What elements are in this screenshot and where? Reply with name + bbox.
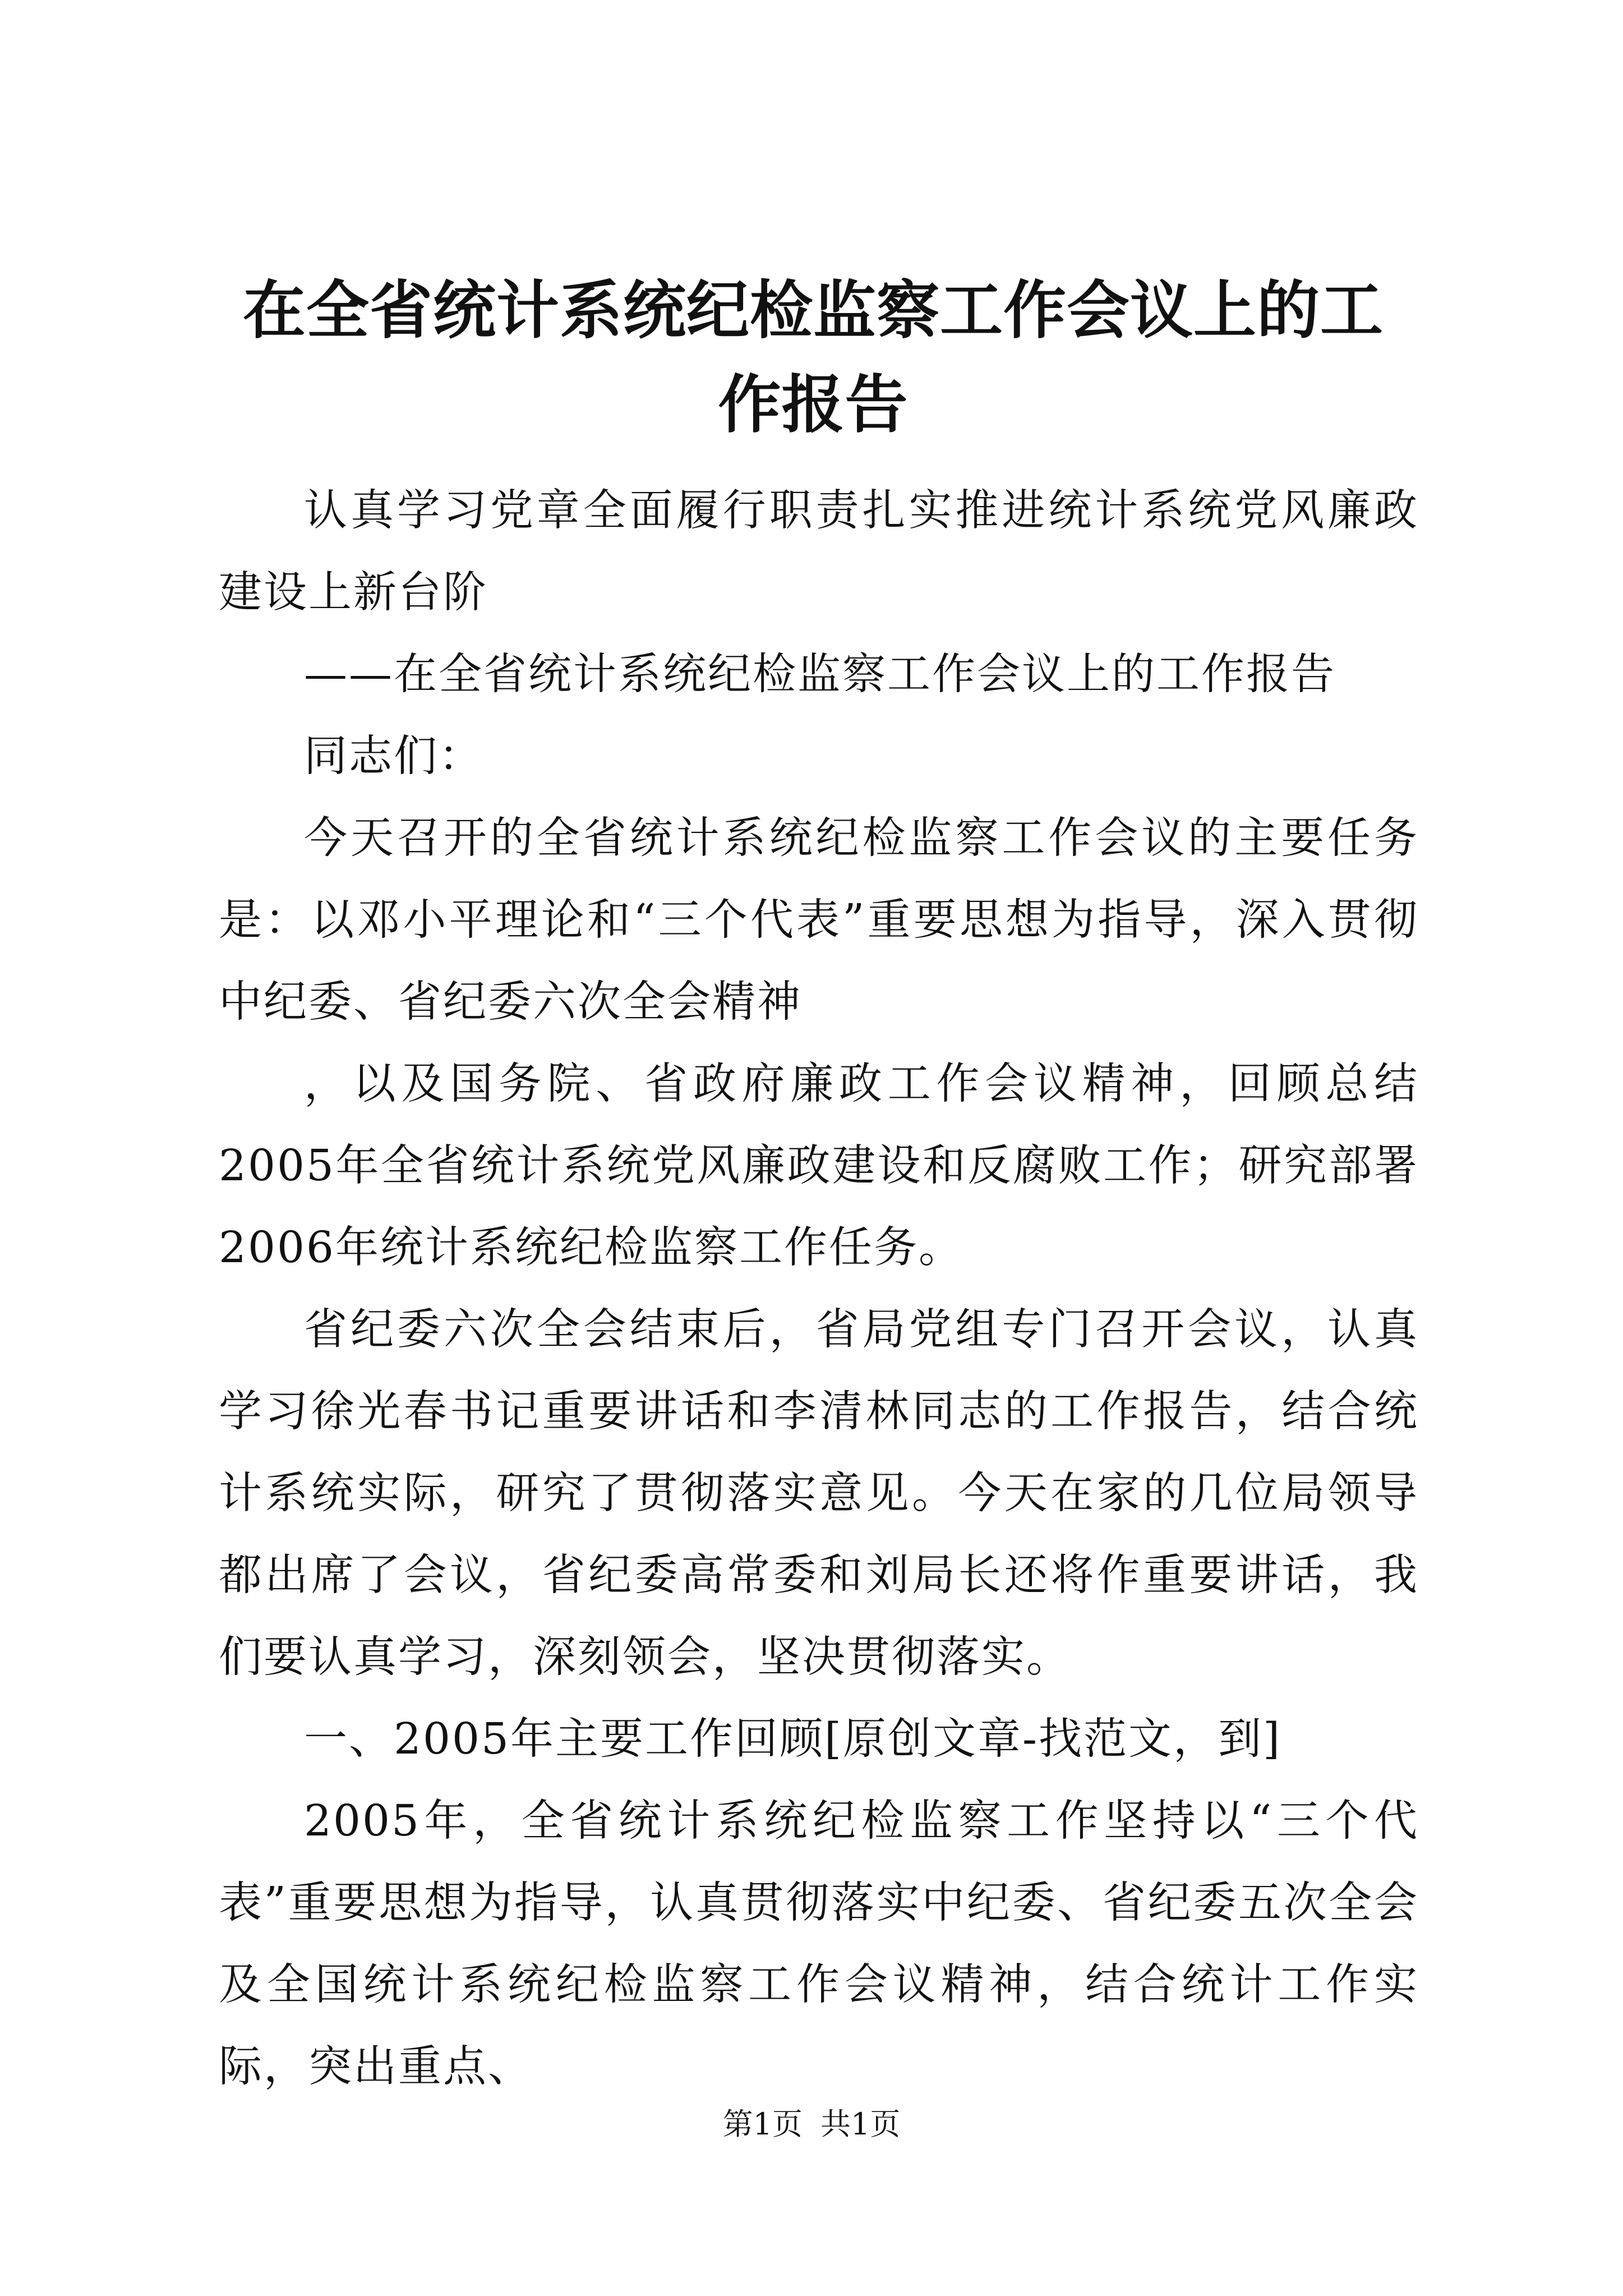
paragraph-meeting: 省纪委六次全会结束后，省局党组专门召开会议，认真学习徐光春书记重要讲话和李清林同志的工作报告，结合统计系统实际，研究了贯彻落实意见。今天在家的几位局领导都出席了会议，省纪委高常委和刘局长还将作重要讲话，我们要认真学习，深刻领会，坚决贯彻落实。	[219, 1305, 1419, 1682]
paragraph-review: 2005年，全省统计系统纪检监察工作坚持以“三个代表”重要思想为指导，认真贯彻落实中纪委、省纪委五次全会及全国统计系统纪检监察工作会议精神，结合统计工作实际，突出重点、	[219, 1796, 1419, 2092]
paragraph-intro-continued: ，以及国务院、省政府廉政工作会议精神，回顾总结2005年全省统计系统党风廉政建设和反腐败工作；研究部署2006年统计系统纪检监察工作任务。	[219, 1059, 1419, 1273]
document-title: 在全省统计系统纪检监察工作会议上的工作报告	[243, 274, 1384, 441]
section-heading: 一、2005年主要工作回顾[原创文章-找范文，到]	[304, 1714, 1282, 1764]
paragraph-subtitle: 认真学习党章全面履行职责扎实推进统计系统党风廉政建设上新台阶	[219, 486, 1419, 618]
document-body	[219, 470, 1419, 2108]
page-footer	[0, 2105, 1623, 2144]
page-total: 共1页	[820, 2106, 901, 2142]
paragraph-subtitle-dash: ——在全省统计系统纪检监察工作会议上的工作报告	[304, 650, 1336, 700]
page-number: 第1页	[722, 2106, 803, 2142]
paragraph-salutation: 同志们：	[304, 731, 483, 781]
paragraph-intro: 今天召开的全省统计系统纪检监察工作会议的主要任务是：以邓小平理论和“三个代表”重要思想为指导，深入贯彻中纪委、省纪委六次全会精神	[219, 813, 1419, 1027]
